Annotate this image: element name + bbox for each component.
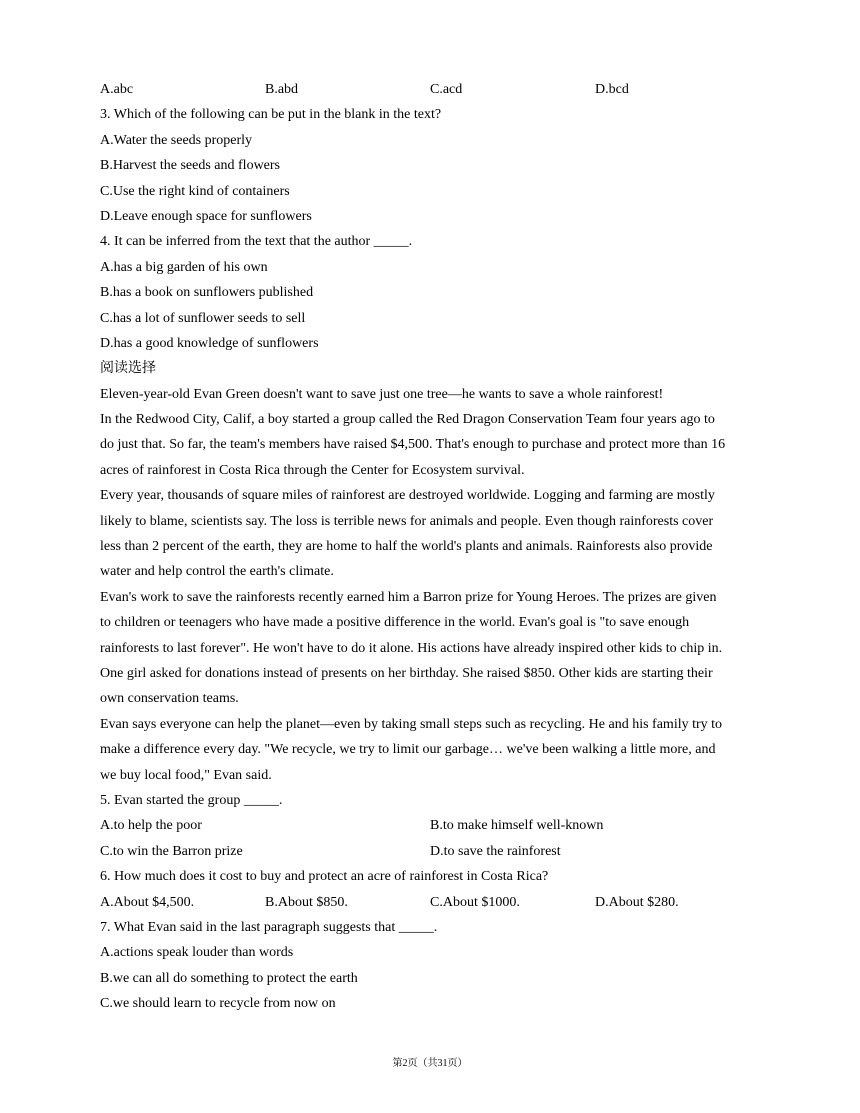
- q4-stem: 4. It can be inferred from the text that the author _____.: [100, 234, 413, 250]
- q5-options-row-2: [100, 839, 765, 864]
- q6-option-a: A.About $4,500.: [100, 894, 195, 910]
- q5-option-d: D.to save the rainforest: [430, 843, 561, 859]
- q3-option-a: A.Water the seeds properly: [100, 132, 253, 148]
- q6-option-c: C.About $1000.: [430, 894, 520, 910]
- passage-line: In the Redwood City, Calif, a boy started a group called the Red Dragon Conservation Team four years ago to: [100, 412, 715, 428]
- reading-passage: [100, 382, 765, 788]
- q2-options-row: [100, 77, 765, 102]
- q5-option-c: C.to win the Barron prize: [100, 843, 243, 859]
- passage-line: less than 2 percent of the earth, they are home to half the world's plants and animals. Rainforests also provide: [100, 539, 713, 555]
- q2-option-b: B.abd: [265, 82, 299, 97]
- q2-option-d: D.bcd: [595, 82, 629, 97]
- passage-line: Evan's work to save the rainforests recently earned him a Barron prize for Young Heroes. The prizes are given: [100, 589, 717, 605]
- q5-option-a: A.to help the poor: [100, 818, 202, 834]
- passage-line: water and help control the earth's climate.: [100, 564, 334, 580]
- q4-option-a: A.has a big garden of his own: [100, 259, 268, 275]
- passage-line: to children or teenagers who have made a positive difference in the world. Evan's goal is "to save enough: [100, 615, 690, 631]
- q2-option-a: A.abc: [100, 82, 134, 97]
- q4-option-b: B.has a book on sunflowers published: [100, 285, 314, 301]
- q3-stem: 3. Which of the following can be put in the blank in the text?: [100, 107, 442, 123]
- q6-option-d: D.About $280.: [595, 894, 679, 910]
- q3-option-b: B.Harvest the seeds and flowers: [100, 158, 281, 174]
- q3-option-c: C.Use the right kind of containers: [100, 183, 290, 199]
- passage-line: Eleven-year-old Evan Green doesn't want to save just one tree—he wants to save a whole rainforest!: [100, 386, 664, 402]
- passage-line: rainforests to last forever". He won't have to do it alone. His actions have already inspired other kids to chip in.: [100, 640, 723, 656]
- passage-line: likely to blame, scientists say. The loss is terrible news for animals and people. Even though rainforests cover: [100, 513, 714, 529]
- passage-line: make a difference every day. "We recycle, we try to limit our garbage… we've been walking a little more, and: [100, 742, 716, 758]
- passage-line: do just that. So far, the team's members have raised $4,500. That's enough to purchase and protect more than 16: [100, 437, 726, 453]
- q7-option-a: A.actions speak louder than words: [100, 945, 294, 961]
- page-footer: 第2页（共31页）: [392, 1058, 468, 1069]
- q5-options-row-1: [100, 813, 765, 838]
- q4-option-d: D.has a good knowledge of sunflowers: [100, 335, 319, 351]
- q5-option-b: B.to make himself well-known: [430, 818, 604, 834]
- passage-line: we buy local food," Evan said.: [100, 767, 272, 783]
- q6-stem: 6. How much does it cost to buy and protect an acre of rainforest in Costa Rica?: [100, 869, 549, 885]
- q7-option-c: C.we should learn to recycle from now on: [100, 996, 336, 1012]
- q6-option-b: B.About $850.: [265, 894, 348, 910]
- q4-option-c: C.has a lot of sunflower seeds to sell: [100, 310, 306, 326]
- q3-option-d: D.Leave enough space for sunflowers: [100, 208, 312, 224]
- q5-stem: 5. Evan started the group _____.: [100, 792, 283, 808]
- q7-stem: 7. What Evan said in the last paragraph suggests that _____.: [100, 919, 438, 935]
- passage-line: Every year, thousands of square miles of rainforest are destroyed worldwide. Logging and farming are mostly: [100, 488, 715, 504]
- passage-line: Evan says everyone can help the planet—even by taking small steps such as recycling. He and his family try to: [100, 716, 723, 732]
- passage-line: One girl asked for donations instead of presents on her birthday. She raised $850. Other kids are starting their: [100, 665, 713, 681]
- q6-options-row: [100, 890, 765, 915]
- section-heading: 阅读选择: [100, 361, 156, 377]
- document-page: [100, 77, 765, 1016]
- passage-line: acres of rainforest in Costa Rica through the Center for Ecosystem survival.: [100, 462, 525, 478]
- q7-option-b: B.we can all do something to protect the earth: [100, 970, 358, 986]
- q2-option-c: C.acd: [430, 82, 463, 97]
- passage-line: own conservation teams.: [100, 691, 239, 707]
